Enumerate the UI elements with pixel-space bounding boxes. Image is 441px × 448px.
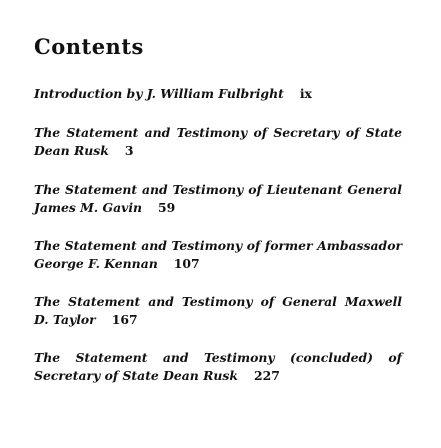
toc-entry-kennan[interactable] [34, 237, 402, 273]
toc-entry-rusk-concluded[interactable] [34, 349, 402, 385]
toc-entry-gavin[interactable] [34, 181, 402, 217]
page-title: Contents [34, 34, 144, 59]
toc-entry-title-continued: Dean Rusk [34, 143, 109, 158]
toc-entry-title: The Statement and Testimony (concluded) of [34, 350, 402, 365]
toc-page-number: 227 [253, 368, 280, 383]
toc-entry-rusk[interactable] [34, 124, 402, 160]
toc-entry-title: The Statement and Testimony of Lieutenant General [34, 182, 402, 197]
toc-entry-title-continued: D. Taylor [34, 312, 96, 327]
toc-entry-introduction[interactable] [34, 85, 402, 103]
toc-entry-title: The Statement and Testimony of Secretary of State [34, 125, 402, 140]
toc-page-number: 107 [173, 256, 200, 271]
toc-page-number: 167 [111, 312, 138, 327]
toc-entry-line [34, 255, 402, 273]
toc-entry-title: The Statement and Testimony of former Ambassador [34, 238, 402, 253]
toc-page-number: 59 [158, 200, 176, 215]
toc-entry-line [34, 367, 402, 385]
toc-page-number: 3 [124, 143, 134, 158]
toc-entry-title: Introduction by J. William Fulbright [34, 86, 284, 101]
toc-page-number: ix [299, 86, 312, 101]
toc-entry-line [34, 142, 402, 160]
toc-entry-title-continued: James M. Gavin [34, 200, 143, 215]
toc-entry-title-continued: Secretary of State Dean Rusk [34, 368, 238, 383]
toc-entry-title: The Statement and Testimony of General Maxwell [34, 294, 402, 309]
toc-entry-line [34, 199, 402, 217]
toc-entry-line [34, 85, 402, 103]
toc-entry-taylor[interactable] [34, 293, 402, 329]
toc-entry-line [34, 311, 402, 329]
toc-entry-title-continued: George F. Kennan [34, 256, 158, 271]
